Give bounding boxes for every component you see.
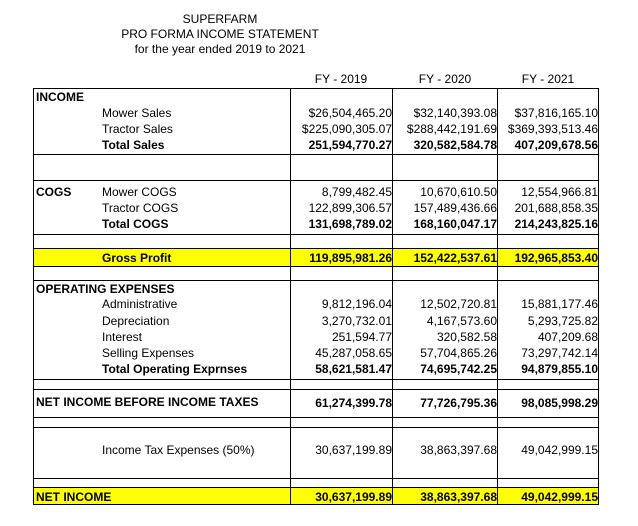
- selling-expenses-fy2021: 73,297,742.14: [521, 346, 598, 360]
- tractor-cogs-fy2020: 157,489,436.66: [413, 201, 497, 215]
- mower-cogs-fy2020: 10,670,610.50: [420, 185, 497, 199]
- mower-cogs-fy2019: 8,799,482.45: [321, 185, 392, 199]
- tractor-cogs-fy2021: 201,688,858.35: [514, 201, 598, 215]
- total-cogs-label: Total COGS: [102, 217, 169, 231]
- tractor-sales-fy2021: $369,393,513.46: [507, 122, 598, 136]
- administrative-label: Administrative: [102, 297, 178, 311]
- depreciation-label: Depreciation: [102, 314, 170, 328]
- interest-fy2020: 320,582.58: [436, 330, 497, 344]
- nibt-rule: [33, 417, 599, 418]
- total-opex-fy2020: 74,695,742.25: [420, 362, 497, 376]
- gross-profit-fy2021: 192,965,853.40: [514, 251, 598, 265]
- nibt-fy2020: 77,726,795.36: [420, 396, 497, 410]
- total-sales-fy2019: 251,594,770.27: [308, 138, 392, 152]
- nibt-fy2019: 61,274,399.78: [315, 396, 392, 410]
- tractor-cogs-fy2019: 122,899,306.57: [308, 201, 392, 215]
- selling-expenses-fy2020: 57,704,865.26: [420, 346, 497, 360]
- gross-profit-label: Gross Profit: [102, 251, 172, 265]
- tax-rule: [33, 478, 599, 479]
- sales-rule: [33, 154, 599, 155]
- table-bottom-border: [33, 504, 599, 505]
- statement-title: PRO FORMA INCOME STATEMENT: [121, 27, 319, 41]
- tax-top-rule: [33, 427, 599, 428]
- income-tax-fy2020: 38,863,397.68: [420, 443, 497, 457]
- cogs-rule: [33, 234, 599, 235]
- mower-sales-fy2019: $26,504,465.20: [308, 106, 392, 120]
- net-income-fy2019: 30,637,199.89: [315, 490, 392, 504]
- interest-label: Interest: [102, 330, 143, 344]
- net-income-fy2020: 38,863,397.68: [420, 490, 497, 504]
- depreciation-fy2021: 5,293,725.82: [527, 314, 598, 328]
- total-opex-fy2021: 94,879,855.10: [521, 362, 598, 376]
- depreciation-fy2020: 4,167,573.60: [426, 314, 497, 328]
- mower-cogs-fy2021: 12,554,966.81: [521, 185, 598, 199]
- tractor-sales-fy2019: $225,090,305.07: [301, 122, 392, 136]
- mower-cogs-label: Mower COGS: [102, 185, 177, 199]
- total-cogs-fy2019: 131,698,789.02: [308, 217, 392, 231]
- nibt-label: NET INCOME BEFORE INCOME TAXES: [36, 395, 259, 409]
- cogs-top-rule: [33, 180, 599, 181]
- nibt-top-rule: [33, 389, 599, 390]
- administrative-fy2020: 12,502,720.81: [420, 297, 497, 311]
- opex-rule: [33, 379, 599, 380]
- nibt-fy2021: 98,085,998.29: [521, 396, 598, 410]
- selling-expenses-label: Selling Expenses: [102, 346, 195, 360]
- total-opex-label: Total Operating Exprnses: [102, 362, 248, 376]
- net-income-top-rule: [33, 487, 599, 488]
- table-left-border: [33, 88, 34, 505]
- opex-section-label: OPERATING EXPENSES: [36, 282, 175, 296]
- column-header-fy2020: FY - 2020: [418, 72, 472, 86]
- total-sales-label: Total Sales: [102, 138, 165, 152]
- net-income-label: NET INCOME: [36, 490, 112, 504]
- statement-period: for the year ended 2019 to 2021: [134, 42, 306, 56]
- income-section-label: INCOME: [36, 90, 84, 104]
- income-tax-fy2021: 49,042,999.15: [521, 443, 598, 457]
- total-cogs-fy2020: 168,160,047.17: [413, 217, 497, 231]
- net-income-fy2021: 49,042,999.15: [521, 490, 598, 504]
- table-top-border: [33, 88, 599, 89]
- depreciation-fy2019: 3,270,732.01: [321, 314, 392, 328]
- gross-profit-fy2020: 152,422,537.61: [413, 251, 497, 265]
- tractor-cogs-label: Tractor COGS: [102, 201, 179, 215]
- mower-sales-fy2020: $32,140,393.08: [413, 106, 497, 120]
- total-cogs-fy2021: 214,243,825.16: [514, 217, 598, 231]
- table-right-border: [598, 88, 599, 505]
- cogs-section-label: COGS: [36, 185, 72, 199]
- selling-expenses-fy2019: 45,287,058.65: [315, 346, 392, 360]
- gross-profit-top-rule: [33, 248, 599, 249]
- total-opex-fy2019: 58,621,581.47: [315, 362, 392, 376]
- column-header-fy2019: FY - 2019: [314, 72, 368, 86]
- interest-fy2021: 407,209.68: [537, 330, 598, 344]
- administrative-fy2021: 15,881,177.46: [521, 297, 598, 311]
- gross-profit-bottom-rule: [33, 266, 599, 267]
- total-sales-fy2021: 407,209,678.56: [514, 138, 598, 152]
- income-tax-label: Income Tax Expenses (50%): [102, 443, 255, 457]
- tractor-sales-label: Tractor Sales: [102, 122, 173, 136]
- gross-profit-fy2019: 119,895,981.26: [309, 251, 392, 265]
- column-header-fy2021: FY - 2021: [521, 72, 575, 86]
- administrative-fy2019: 9,812,196.04: [321, 297, 392, 311]
- mower-sales-label: Mower Sales: [102, 106, 172, 120]
- income-tax-fy2019: 30,637,199.89: [315, 443, 392, 457]
- tractor-sales-fy2020: $288,442,191.69: [406, 122, 497, 136]
- interest-fy2019: 251,594.77: [331, 330, 392, 344]
- company-name: SUPERFARM: [182, 12, 258, 26]
- total-sales-fy2020: 320,582,584.78: [413, 138, 497, 152]
- opex-top-rule: [33, 280, 599, 281]
- mower-sales-fy2021: $37,816,165.10: [514, 106, 598, 120]
